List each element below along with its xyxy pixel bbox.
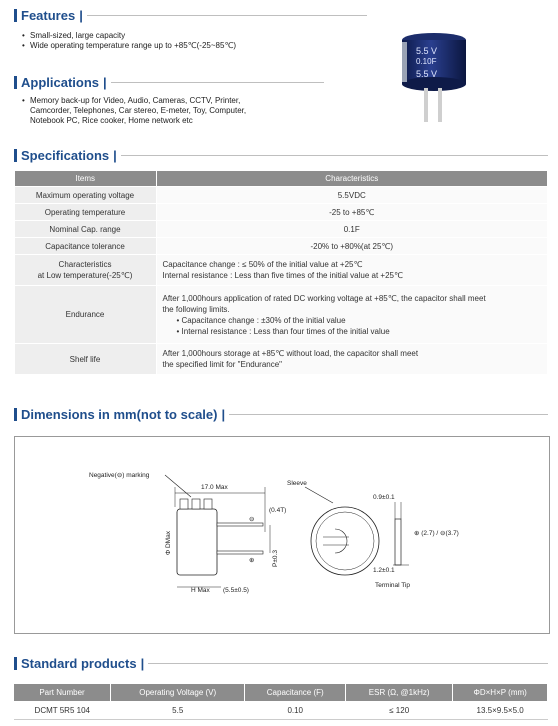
std-header-capacitance: Capacitance (F) xyxy=(245,684,346,701)
lead-thickness-label: (0.4T) xyxy=(269,507,287,514)
table-row: Maximum operating voltage 5.5VDC xyxy=(15,187,548,204)
plus-symbol: ⊕ xyxy=(249,557,255,564)
table-row: Operating temperature -25 to +85℃ xyxy=(15,204,548,221)
photo-label-top: 5.5 V xyxy=(416,46,438,56)
table-row: Nominal Cap. range 0.1F xyxy=(15,221,548,238)
table-row: Capacitance tolerance -20% to +80%(at 25℃) xyxy=(15,238,548,255)
minus-symbol: ⊖ xyxy=(249,516,255,523)
features-list xyxy=(22,31,236,51)
lead-length-label: (5.5±0.5) xyxy=(223,587,249,594)
std-header-part: Part Number xyxy=(14,684,111,701)
list-item: • Memory back-up for Video, Audio, Cameras, CCTV, Printer, xyxy=(22,96,246,106)
features-heading: Features | xyxy=(14,8,548,23)
list-item-cont: Notebook PC, Rice cooker, Home network etc xyxy=(30,116,193,125)
list-item: • Wide operating temperature range up to +85℃(-25~85℃) xyxy=(22,41,236,51)
table-row: Characteristics at Low temperature(-25℃) Capacitance change : ≤ 50% of the initial value at +25℃ Internal resistance : Less than five times of the initial value at +25℃ xyxy=(15,255,548,286)
std-header-dimensions: ΦD×H×P (mm) xyxy=(453,684,548,701)
dimensions-heading: Dimensions in mm(not to scale) | xyxy=(14,407,548,422)
tip-length-label: 1.2±0.1 xyxy=(373,567,395,574)
sleeve-label: Sleeve xyxy=(287,480,307,487)
spec-header-characteristics: Characteristics xyxy=(156,171,548,187)
std-header-voltage: Operating Voltage (V) xyxy=(111,684,245,701)
table-row: Endurance After 1,000hours application of rated DC working voltage at +85℃, the capacitor shall meet the following limits. • Capacitance change : ±30% of the initial value • Internal resistance : Less than four times of the initial value xyxy=(15,286,548,344)
applications-title: Applications xyxy=(21,75,100,90)
spec-header-items: Items xyxy=(15,171,157,187)
negative-marking-label: Negative(⊖) marking xyxy=(89,472,150,479)
width-label: 17.0 Max xyxy=(201,484,228,491)
specifications-table xyxy=(14,170,548,375)
list-item-cont: Camcorder, Telephones, Car stereo, E-meter, Toy, Computer, xyxy=(30,106,247,115)
height-label: H Max xyxy=(191,587,210,594)
table-row: Shelf life After 1,000hours storage at +85℃ without load, the capacitor shall meet the specified limit for "Endurance" xyxy=(15,344,548,375)
table-row: DCMT 5R5 104 5.5 0.10 ≤ 120 13.5×9.5×5.0 xyxy=(14,701,548,720)
pin-length-label: ⊕ (2.7) / ⊖(3.7) xyxy=(414,530,459,537)
diameter-label: Φ DMax xyxy=(165,531,172,555)
standard-products-table xyxy=(14,684,548,720)
terminal-tip-label: Terminal Tip xyxy=(375,582,411,589)
standard-products-heading: Standard products | xyxy=(14,656,548,671)
capacitor-photo xyxy=(394,30,474,125)
dimensions-title: Dimensions in mm(not to scale) xyxy=(21,407,218,422)
standard-products-title: Standard products xyxy=(21,656,137,671)
tip-width-label: 0.9±0.1 xyxy=(373,494,395,501)
specifications-heading: Specifications | xyxy=(14,148,548,163)
photo-label-mid: 0.10F xyxy=(416,57,437,66)
applications-heading: Applications | xyxy=(14,75,324,90)
specifications-title: Specifications xyxy=(21,148,110,163)
std-header-esr: ESR (Ω, @1kHz) xyxy=(346,684,453,701)
features-title: Features xyxy=(21,8,76,23)
applications-list xyxy=(22,96,246,126)
photo-label-bot: 5.5 V xyxy=(416,69,438,79)
dimensions-drawing xyxy=(14,436,550,634)
pitch-label: P±0.3 xyxy=(272,550,279,567)
list-item: • Small-sized, large capacity xyxy=(22,31,236,41)
